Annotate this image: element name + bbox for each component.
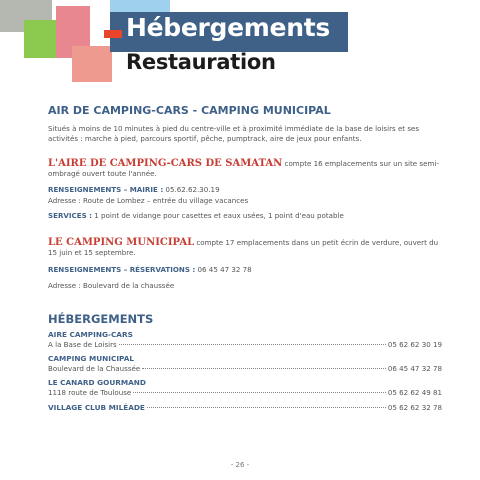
dot-leader [147, 407, 386, 408]
list-item-row [48, 403, 442, 412]
aire-info-label: RENSEIGNEMENTS – MAIRIE : [48, 185, 164, 194]
list-item-detail: Boulevard de la Chaussée [48, 364, 141, 373]
section-camping-heading: AIR DE CAMPING-CARS - CAMPING MUNICIPAL [48, 104, 331, 117]
section-camping-intro: Situés à moins de 10 minutes à pied du centre-ville et à proximité immédiate de la base de loisirs et ses activités : marche à pied, parcours sportif, pêche, pumptrack, aire de jeux pour enfants. [48, 124, 420, 143]
dot-leader [142, 368, 386, 369]
list-item-phone: 05 62 62 30 19 [387, 340, 442, 349]
aire-name: L'AIRE DE CAMPING-CARS DE SAMATAN [48, 158, 283, 169]
salmon-square [72, 46, 112, 82]
aire-info [48, 185, 448, 195]
aire-info-value: 05.62.62.30.19 [163, 185, 220, 194]
list-item-name: AIRE CAMPING-CARS [48, 330, 133, 339]
list-item-detail: 1118 route de Toulouse [48, 388, 132, 397]
aire-services-label: SERVICES : [48, 211, 93, 220]
list-item-name: LE CANARD GOURMAND [48, 378, 146, 387]
camping-address: Adresse : Boulevard de la chaussée [48, 281, 175, 290]
list-item-detail: A la Base de Loisirs [48, 340, 117, 349]
list-item-row [48, 340, 442, 349]
list-item-phone: 05 62 62 49 81 [387, 388, 442, 397]
page-title: Hébergements [126, 13, 330, 42]
list-item-phone: 06 45 47 32 78 [387, 364, 442, 373]
list-item-row [48, 364, 442, 373]
title-accent-bar [104, 30, 122, 38]
aire-services [48, 211, 448, 221]
aire-desc: compte 16 emplacements sur un site semi-ombragé ouvert toute l'année. [48, 159, 439, 178]
page-subtitle: Restauration [126, 50, 276, 74]
camping-info-label: RENSEIGNEMENTS – RÉSERVATIONS : [48, 265, 196, 274]
list-item-row [48, 388, 442, 397]
aire-services-value: 1 point de vidange pour casettes et eaux usées, 1 point d'eau potable [92, 211, 344, 220]
list-item-name: VILLAGE CLUB MILÉADE [48, 403, 145, 412]
camping-name: LE CAMPING MUNICIPAL [48, 237, 195, 248]
camping-desc: compte 17 emplacements dans un petit écrin de verdure, ouvert du 15 juin et 15 septembre. [48, 238, 439, 257]
camping-description [48, 238, 448, 258]
dot-leader [119, 344, 386, 345]
list-item-phone: 05 62 62 32 78 [387, 403, 442, 412]
hebergements-heading: HÉBERGEMENTS [48, 312, 154, 326]
list-item-name: CAMPING MUNICIPAL [48, 354, 135, 363]
dot-leader [133, 392, 386, 393]
aire-address: Adresse : Route de Lombez – entrée du village vacances [48, 196, 249, 205]
camping-info-value: 06 45 47 32 78 [195, 265, 252, 274]
page-number: - 26 - [230, 461, 250, 469]
aire-description [48, 159, 448, 179]
camping-info [48, 265, 448, 275]
